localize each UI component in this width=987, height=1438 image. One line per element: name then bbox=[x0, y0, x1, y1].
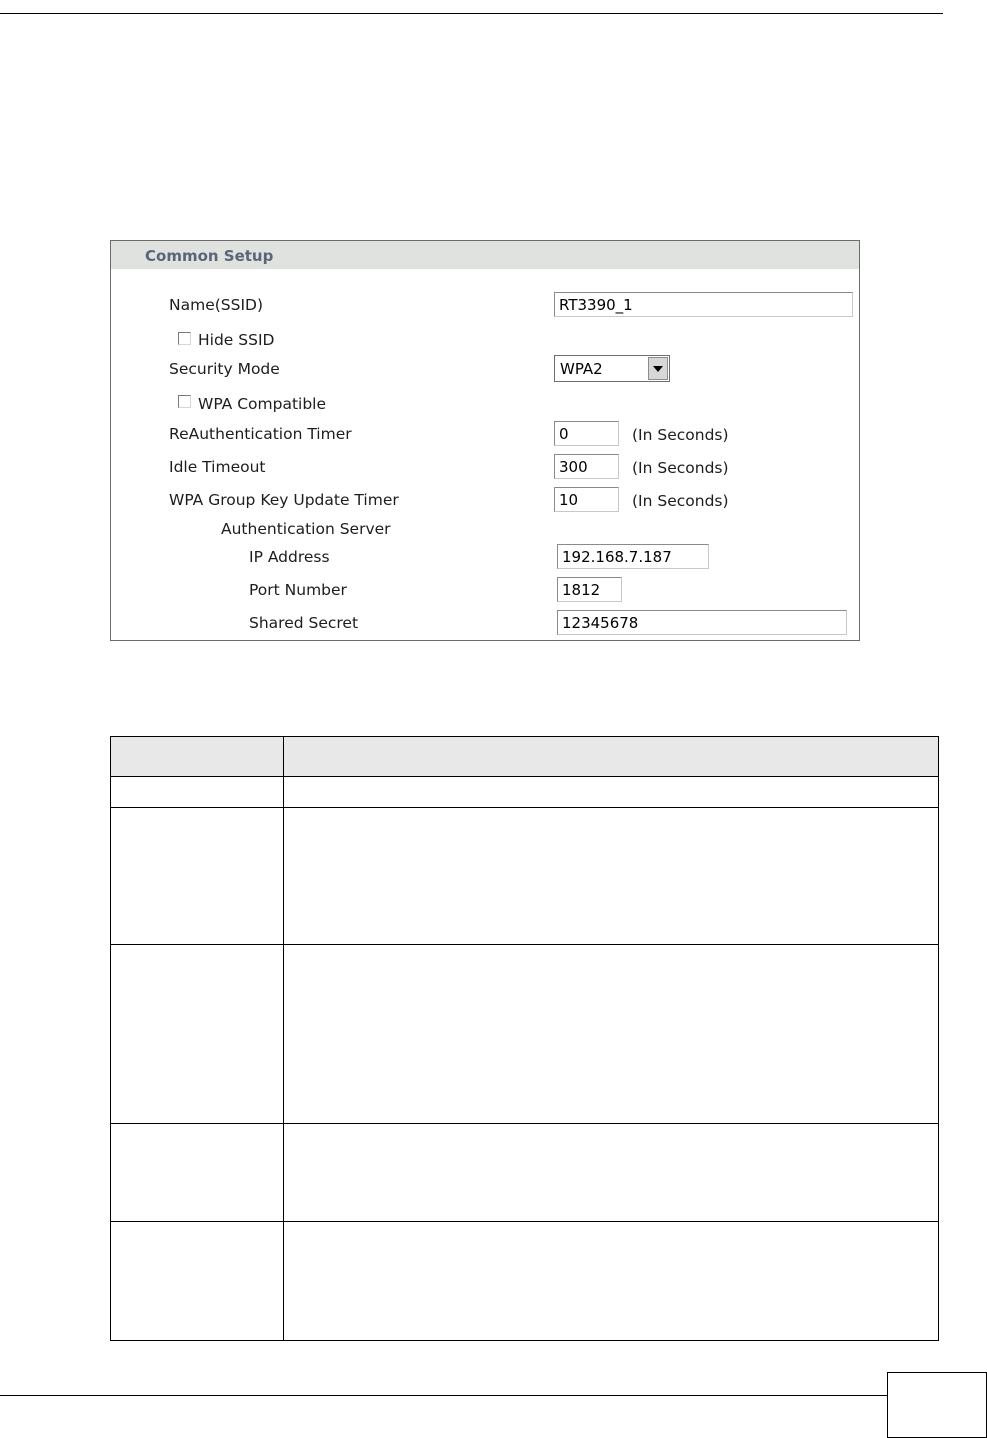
common-setup-panel bbox=[110, 240, 860, 641]
port-number-input[interactable] bbox=[557, 577, 622, 602]
description-table bbox=[110, 736, 939, 1341]
security-mode-select[interactable] bbox=[554, 355, 670, 382]
idle-timeout-unit: (In Seconds) bbox=[632, 459, 729, 477]
chevron-down-icon[interactable] bbox=[648, 357, 668, 380]
group-key-timer-unit: (In Seconds) bbox=[632, 492, 729, 510]
footer-rule bbox=[0, 1395, 887, 1396]
panel-title: Common Setup bbox=[145, 247, 274, 265]
table-row-divider bbox=[111, 807, 938, 808]
table-row-divider bbox=[111, 1221, 938, 1222]
table-row-divider bbox=[111, 776, 938, 777]
reauth-timer-unit: (In Seconds) bbox=[632, 426, 729, 444]
ip-address-label: IP Address bbox=[249, 548, 330, 566]
table-column-divider bbox=[283, 737, 284, 1340]
table-row-divider bbox=[111, 1123, 938, 1124]
wpa-compatible-checkbox[interactable] bbox=[178, 395, 191, 408]
shared-secret-label: Shared Secret bbox=[249, 614, 359, 632]
security-mode-label: Security Mode bbox=[169, 360, 280, 378]
idle-timeout-input[interactable] bbox=[554, 454, 619, 479]
header-rule bbox=[0, 13, 943, 14]
idle-timeout-label: Idle Timeout bbox=[169, 458, 266, 476]
table-row-divider bbox=[111, 944, 938, 945]
ip-address-input[interactable] bbox=[557, 544, 709, 569]
security-mode-value: WPA2 bbox=[560, 360, 603, 378]
reauth-timer-input[interactable] bbox=[554, 421, 619, 446]
panel-header bbox=[111, 241, 859, 269]
reauth-timer-label: ReAuthentication Timer bbox=[169, 425, 352, 443]
hide-ssid-checkbox[interactable] bbox=[178, 332, 191, 345]
wpa-compatible-label: WPA Compatible bbox=[198, 395, 327, 413]
page-number-box bbox=[887, 1372, 987, 1438]
table-header-row bbox=[111, 737, 938, 776]
port-number-label: Port Number bbox=[249, 581, 347, 599]
group-key-timer-input[interactable] bbox=[554, 487, 619, 512]
auth-server-label: Authentication Server bbox=[221, 520, 391, 538]
hide-ssid-label: Hide SSID bbox=[198, 331, 275, 349]
group-key-timer-label: WPA Group Key Update Timer bbox=[169, 491, 399, 509]
ssid-input[interactable] bbox=[554, 292, 853, 317]
ssid-label: Name(SSID) bbox=[169, 296, 264, 314]
shared-secret-input[interactable] bbox=[557, 610, 847, 635]
